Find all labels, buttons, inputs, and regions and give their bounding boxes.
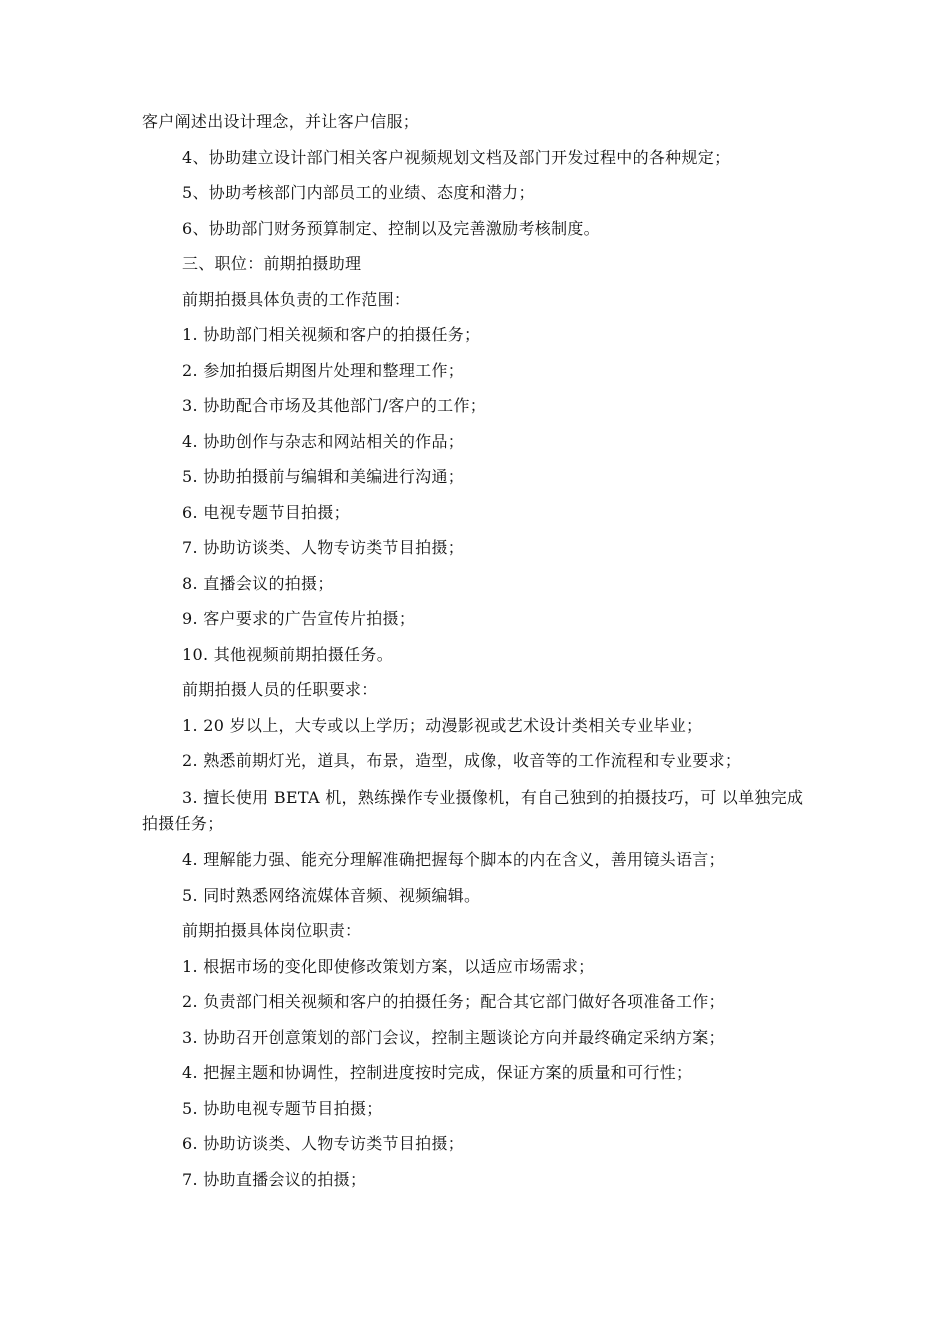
- paragraph: 6、协助部门财务预算制定、控制以及完善激励考核制度。: [182, 218, 600, 238]
- list-item: 7. 协助直播会议的拍摄；: [182, 1169, 367, 1189]
- list-item: 5. 协助电视专题节目拍摄；: [182, 1098, 383, 1118]
- list-item: 7. 协助访谈类、人物专访类节目拍摄；: [182, 538, 465, 557]
- paragraph: 客户阐述出设计理念，并让客户信服；: [142, 112, 420, 131]
- paragraph: 5、协助考核部门内部员工的业绩、态度和潜力；: [182, 183, 535, 202]
- list-item: 2. 熟悉前期灯光，道具，布景，造型，成像，收音等的工作流程和专业要求；: [182, 751, 742, 770]
- list-item: 6. 电视专题节目拍摄；: [182, 502, 350, 522]
- paragraph: 4、协助建立设计部门相关客户视频规划文档及部门开发过程中的各种规定；: [182, 147, 731, 167]
- list-item: 5. 协助拍摄前与编辑和美编进行沟通；: [182, 467, 465, 486]
- list-item: 3. 擅长使用 BETA 机，熟练操作专业摄像机，有自己独到的拍摄技巧，可 以单独完成拍摄任务；: [142, 787, 804, 833]
- list-item: 1. 20 岁以上，大专或以上学历；动漫影视或艺术设计类相关专业毕业；: [182, 715, 703, 735]
- section-heading: 三、职位：前期拍摄助理: [182, 254, 362, 273]
- document-body: [142, 110, 807, 1203]
- list-item: 10. 其他视频前期拍摄任务。: [182, 644, 394, 664]
- list-item: 1. 协助部门相关视频和客户的拍摄任务；: [182, 325, 481, 344]
- list-item: 9. 客户要求的广告宣传片拍摄；: [182, 609, 416, 628]
- list-item: 2. 参加拍摄后期图片处理和整理工作；: [182, 360, 465, 380]
- subsection-heading: 前期拍摄具体岗位职责：: [182, 921, 362, 940]
- list-item: 6. 协助访谈类、人物专访类节目拍摄；: [182, 1134, 465, 1153]
- list-item: 1. 根据市场的变化即使修改策划方案，以适应市场需求；: [182, 956, 595, 976]
- subsection-heading: 前期拍摄具体负责的工作范围：: [182, 289, 411, 309]
- list-item: 3. 协助配合市场及其他部门/客户的工作；: [182, 396, 487, 415]
- subsection-heading: 前期拍摄人员的任职要求：: [182, 680, 378, 699]
- list-item: 2. 负责部门相关视频和客户的拍摄任务；配合其它部门做好各项准备工作；: [182, 992, 725, 1011]
- list-item: 5. 同时熟悉网络流媒体音频、视频编辑。: [182, 885, 481, 905]
- list-item: 4. 协助创作与杂志和网站相关的作品；: [182, 431, 465, 451]
- list-item: 8. 直播会议的拍摄；: [182, 573, 334, 593]
- list-item: 4. 把握主题和协调性，控制进度按时完成，保证方案的质量和可行性；: [182, 1063, 693, 1082]
- list-item: 4. 理解能力强、能充分理解准确把握每个脚本的内在含义，善用镜头语言；: [182, 850, 725, 869]
- list-item: 3. 协助召开创意策划的部门会议，控制主题谈论方向并最终确定采纳方案；: [182, 1027, 725, 1047]
